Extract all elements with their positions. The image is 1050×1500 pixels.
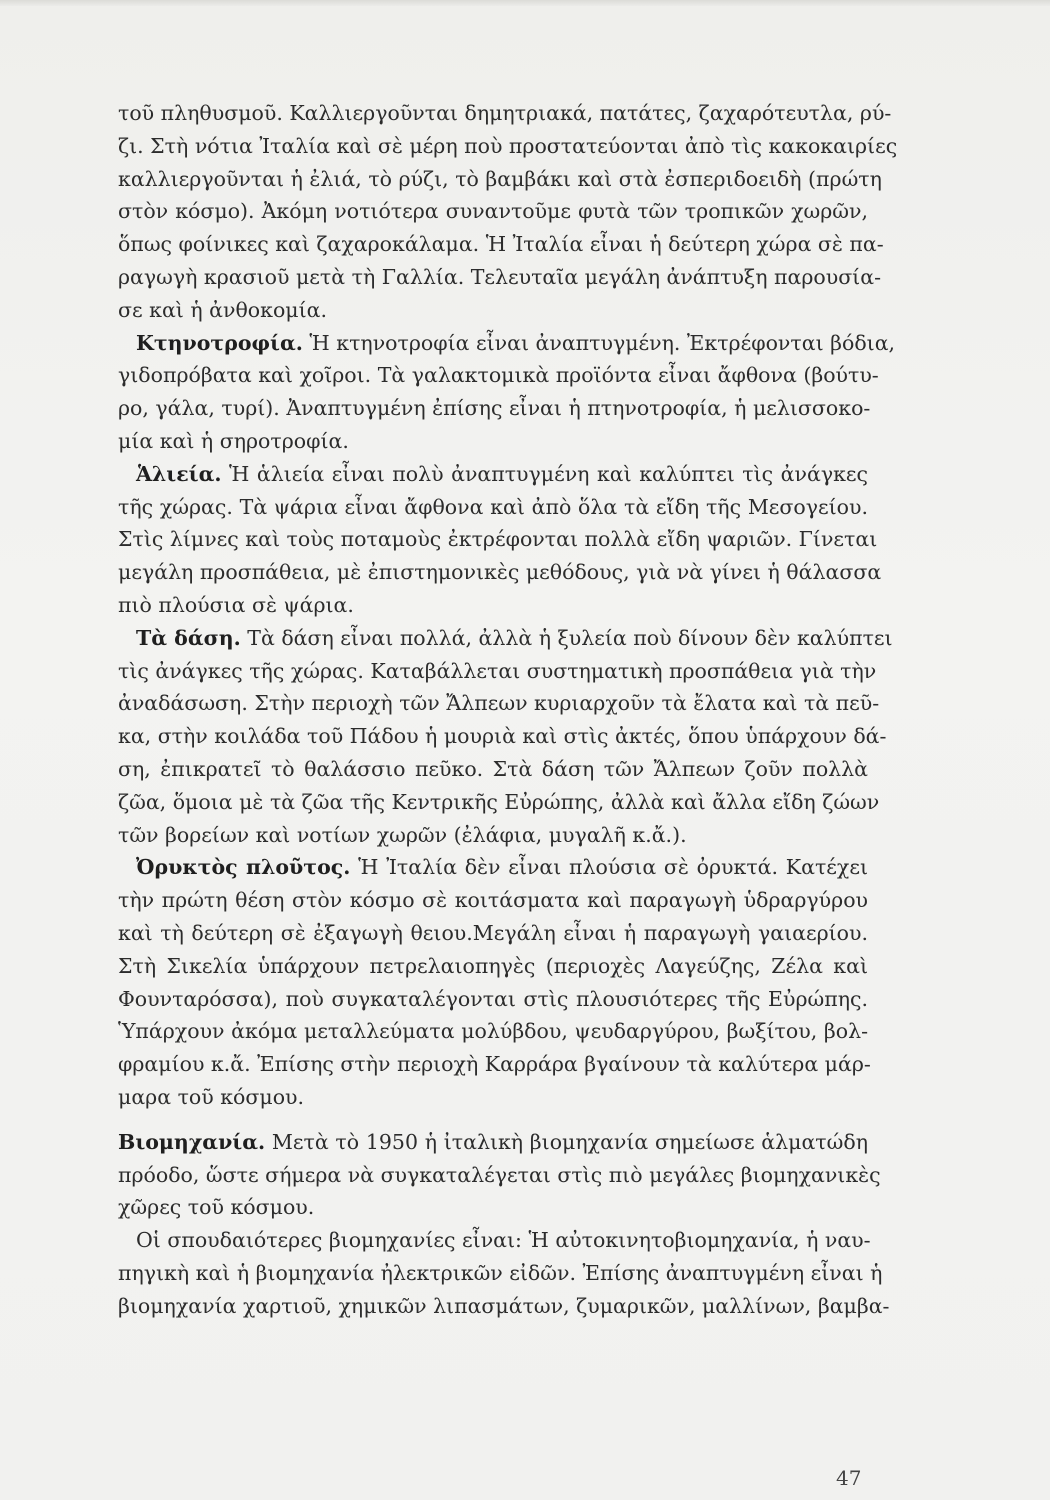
text-line: καὶ τὴ δεύτερη σὲ ἐξαγωγὴ θειου.Μεγάλη εἶναι ἡ παραγωγὴ γαιαερίου. [118,920,868,945]
text-line: Στὶς λίμνες καὶ τοὺς ποταμοὺς ἐκτρέφονται πολλὰ εἴδη ψαριῶν. Γίνεται [118,527,878,552]
paragraph-forests [118,622,893,852]
text-line: μεγάλη προσπάθεια, μὲ ἐπιστημονικὲς μεθόδους, γιὰ νὰ γίνει ἡ θάλασσα [118,560,882,585]
text-line: καλλιεργοῦνται ἡ ἐλιά, τὸ ρύζι, τὸ βαμβάκι καὶ στὰ ἐσπεριδοειδὴ (πρώτη [118,166,882,191]
text-line: Στὴ Σικελία ὑπάρχουν πετρελαιοπηγὲς (περιοχὲς Λαγεύζης, Ζέλα καὶ [118,953,868,978]
paragraph-fishing [118,458,882,622]
page-top-edge [0,0,1050,6]
text-line [118,458,868,491]
text-line: μία καὶ ἡ σηροτροφία. [118,428,349,453]
text-line: τῶν βορείων καὶ νοτίων χωρῶν (ἐλάφια, μυγαλῆ κ.ἄ.). [118,822,687,847]
text-line: ὅπως φοίνικες καὶ ζαχαροκάλαμα. Ἡ Ἰταλία εἶναι ἡ δεύτερη χώρα σὲ πα- [118,232,884,257]
section-heading-fishing: Ἁλιεία. [136,461,222,486]
text-line: βιομηχανία χαρτιοῦ, χημικῶν λιπασμάτων, ζυμαρικῶν, μαλλίνων, βαμβα- [118,1293,890,1318]
text-line: τὶς ἀνάγκες τῆς χώρας. Καταβάλλεται συστηματικὴ προσπάθεια γιὰ τὴν [118,658,877,683]
text-line: Φουνταρόσσα), ποὺ συγκαταλέγονται στὶς πλουσιότερες τῆς Εὐρώπης. [118,986,868,1011]
text-run: Ἡ ἁλιεία εἶναι πολὺ ἀναπτυγμένη καὶ καλύπτει τὶς ἀνάγκες [221,461,868,486]
text-line: πηγικὴ καὶ ἡ βιομηχανία ἠλεκτρικῶν εἰδῶν. Ἐπίσης ἀναπτυγμένη εἶναι ἡ [118,1260,883,1285]
text-line: πιὸ πλούσια σὲ ψάρια. [118,592,354,617]
text-line [118,1126,868,1159]
paragraph-agriculture [118,97,898,327]
paragraph-minerals [118,851,871,1113]
text-line [118,622,893,655]
page-body-text [118,97,898,1322]
text-line: ἀναδάσωση. Στὴν περιοχὴ τῶν Ἄλπεων κυριαρχοῦν τὰ ἔλατα καὶ τὰ πεῦ- [118,691,880,716]
text-line: σε καὶ ἡ ἀνθοκομία. [118,297,328,322]
text-line: γιδοπρόβατα καὶ χοῖροι. Τὰ γαλακτομικὰ προϊόντα εἶναι ἄφθονα (βούτυ- [118,363,879,388]
paragraph-main-industries [118,1224,890,1322]
text-line: ση, ἐπικρατεῖ τὸ θαλάσσιο πεῦκο. Στὰ δάση τῶν Ἄλπεων ζοῦν πολλὰ [118,756,868,781]
text-line: κα, στὴν κοιλάδα τοῦ Πάδου ἡ μουριὰ καὶ στὶς ἀκτές, ὅπου ὑπάρχουν δά- [118,724,887,749]
text-line [118,851,868,884]
text-line: τὴν πρώτη θέση στὸν κόσμο σὲ κοιτάσματα καὶ παραγωγὴ ὑδραργύρου [118,888,868,913]
text-run: Μετὰ τὸ 1950 ἡ ἰταλικὴ βιομηχανία σημείωσε ἁλματώδη [265,1129,868,1154]
text-line: χῶρες τοῦ κόσμου. [118,1195,315,1220]
text-run: Ἡ κτηνοτροφία εἶναι ἀναπτυγμένη. Ἐκτρέφονται βόδια, [302,330,896,355]
page-number: 47 [836,1466,862,1490]
text-line: ζῶα, ὅμοια μὲ τὰ ζῶα τῆς Κεντρικῆς Εὐρώπης, ἀλλὰ καὶ ἄλλα εἴδη ζώων [118,789,880,814]
text-line: ρο, γάλα, τυρί). Ἀναπτυγμένη ἐπίσης εἶναι ἡ πτηνοτροφία, ἡ μελισσοκο- [118,396,871,421]
text-run: Ἡ Ἰταλία δὲν εἶναι πλούσια σὲ ὀρυκτά. Κατέχει [350,855,868,880]
paragraph-industry [118,1126,881,1224]
text-line: πρόοδο, ὥστε σήμερα νὰ συγκαταλέγεται στὶς πιὸ μεγάλες βιομηχανικὲς [118,1162,881,1187]
section-heading-forests: Τὰ δάση. [136,625,241,650]
text-line: τῆς χώρας. Τὰ ψάρια εἶναι ἄφθονα καὶ ἀπὸ ὅλα τὰ εἴδη τῆς Μεσογείου. [118,494,868,519]
section-gap [118,1114,868,1126]
paragraph-livestock [118,327,896,458]
text-line: Οἱ σπουδαιότερες βιομηχανίες εἶναι: Ἡ αὐτοκινητοβιομηχανία, ἡ ναυ- [136,1228,871,1253]
text-line [118,327,896,360]
text-line: μαρα τοῦ κόσμου. [118,1084,305,1109]
text-line: φραμίου κ.ἄ. Ἐπίσης στὴν περιοχὴ Καρράρα βγαίνουν τὰ καλύτερα μάρ- [118,1052,871,1077]
text-line: ραγωγὴ κρασιοῦ μετὰ τὴ Γαλλία. Τελευταῖα μεγάλη ἀνάπτυξη παρουσία- [118,264,881,289]
text-run: Τὰ δάση εἶναι πολλά, ἀλλὰ ἡ ξυλεία ποὺ δίνουν δὲν καλύπτει [240,625,893,650]
section-heading-livestock: Κτηνοτροφία. [136,330,303,355]
text-line: τοῦ πληθυσμοῦ. Καλλιεργοῦνται δημητριακά, πατάτες, ζαχαρότευτλα, ρύ- [118,101,892,125]
text-line: ζι. Στὴ νότια Ἰταλία καὶ σὲ μέρη ποὺ προστατεύονται ἀπὸ τὶς κακοκαιρίες [118,133,898,158]
text-line: Ὑπάρχουν ἀκόμα μεταλλεύματα μολύβδου, ψευδαργύρου, βωξίτου, βολ- [118,1019,868,1044]
text-line: στὸν κόσμο). Ἀκόμη νοτιότερα συναντοῦμε φυτὰ τῶν τροπικῶν χωρῶν, [118,199,868,224]
section-heading-industry: Βιομηχανία. [118,1129,266,1154]
section-heading-minerals: Ὀρυκτὸς πλοῦτος. [136,855,351,880]
